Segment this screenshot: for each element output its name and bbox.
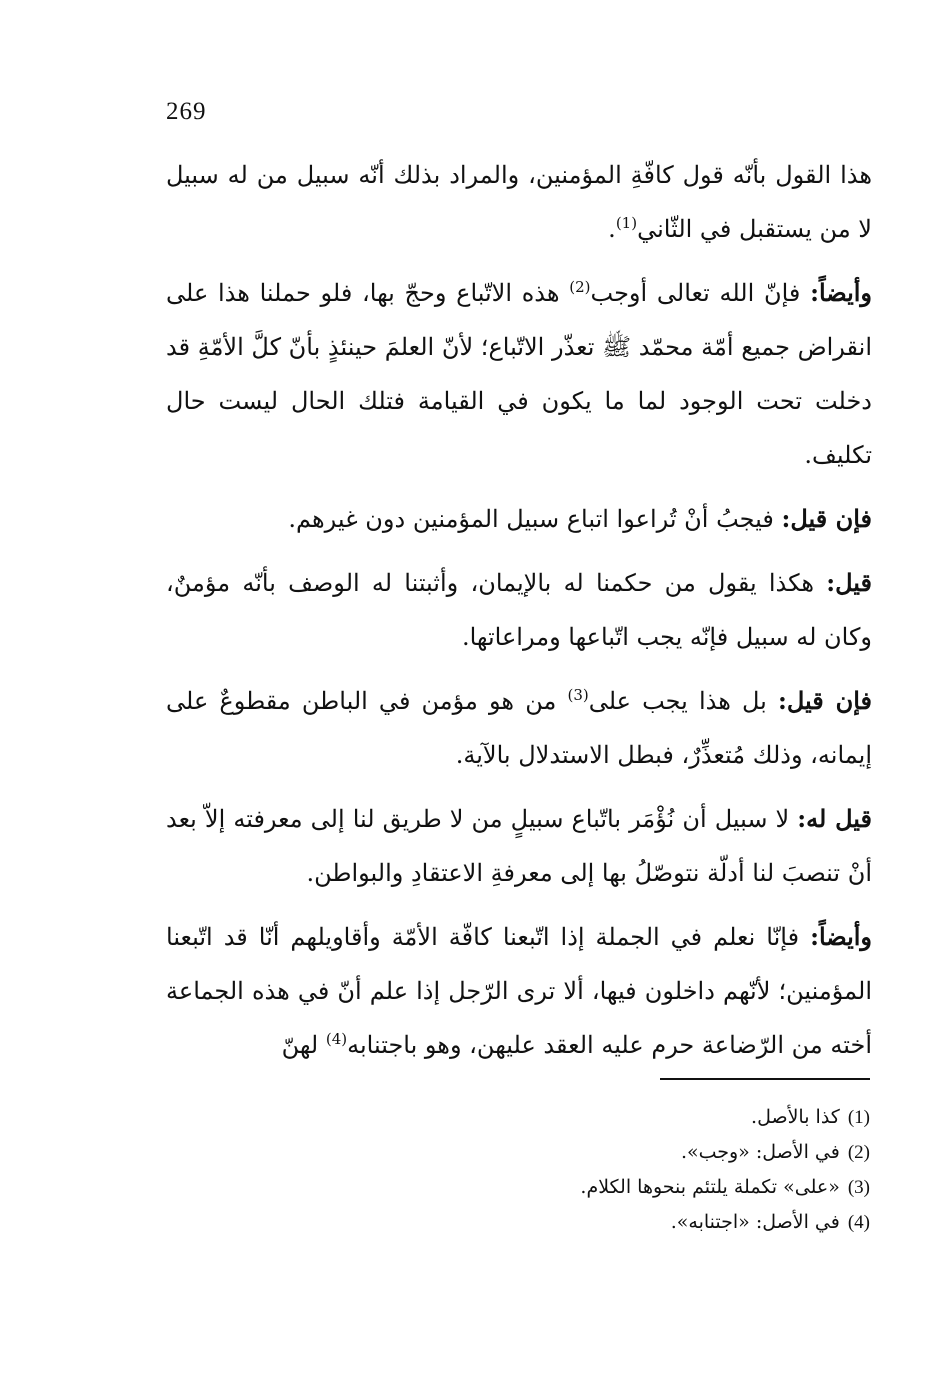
- footnote-text: «على» تكملة يلتئم بنحوها الكلام.: [580, 1176, 840, 1198]
- footnote-text: في الأصل: «اجتنابه».: [670, 1211, 840, 1233]
- paragraph-text: هكذا يقول من حكمنا له بالإيمان، وأثبتنا له الوصف بأنّه مؤمنٌ، وكان له سبيل فإنّه يجب اتّباعها ومراعاتها.: [166, 569, 872, 651]
- paragraph-text: لهنّ: [281, 1031, 326, 1059]
- paragraph: [166, 266, 872, 482]
- footnote-item: [164, 1135, 870, 1170]
- footnotes: [164, 1100, 870, 1240]
- page-number: 269: [166, 98, 207, 125]
- footnote-item: [164, 1170, 870, 1205]
- paragraph-text: من هو مؤمن في الباطن مقطوعٌ على إيمانه، وذلك مُتعذِّرٌ، فبطل الاستدلال بالآية.: [166, 687, 872, 769]
- paragraph-lead: قيل:: [826, 568, 872, 597]
- paragraph: [166, 674, 872, 782]
- paragraph-text: فإنّ الله تعالى أوجب: [590, 279, 811, 307]
- paragraph-lead: وأيضاً:: [810, 278, 872, 307]
- footnote-reference: (3): [567, 686, 589, 704]
- paragraph-text: فيجبُ أنْ تُراعوا اتباع سبيل المؤمنين دون غيرهم.: [288, 505, 782, 533]
- footnote-reference: (2): [569, 278, 591, 296]
- paragraph-text: هذه الاتّباع وحجّ بها، فلو حملنا هذا على انقراض جميع أمّة محمّد ﷺ تعذّر الاتّباع؛ لأنّ العلمَ حينئذٍ بأنّ كلَّ الأمّةِ قد دخلت تحت الوجود لما ما يكون في القيامة فتلك الحال ليست حال تكليف.: [166, 279, 872, 469]
- footnote-text: في الأصل: «وجب».: [680, 1141, 840, 1163]
- paragraph-text: .: [608, 215, 616, 243]
- footnote-marker: (4): [847, 1212, 870, 1233]
- footnote-text: كذا بالأصل.: [751, 1106, 840, 1128]
- paragraph-lead: وأيضاً:: [810, 922, 872, 951]
- footnote-reference: (1): [615, 214, 638, 232]
- footnote-item: [164, 1100, 870, 1135]
- paragraph-text: فإنّا نعلم في الجملة إذا اتّبعنا كافّة الأمّة وأقاويلهم أنّا قد اتّبعنا المؤمنين؛ لأنّهم داخلون فيها، ألا ترى الرّجل إذا علم أنّ في هذه الجماعة أخته من الرّضاعة حرم عليه العقد عليهن، وهو باجتنابه: [166, 923, 872, 1059]
- main-text: [166, 148, 872, 1082]
- paragraph-text: بل هذا يجب على: [588, 687, 778, 715]
- footnote-marker: (2): [847, 1142, 870, 1163]
- paragraph-text: لا سبيل أن نُؤْمَر باتّباع سبيلٍ من لا طريق لنا إلى معرفته إلاّ بعد أنْ تنصبَ لنا أدلّة نتوصّلُ بها إلى معرفةِ الاعتقادِ والبواطن.: [166, 805, 872, 887]
- paragraph-lead: قيل له:: [797, 804, 872, 833]
- footnote-marker: (3): [847, 1177, 870, 1198]
- paragraph: [166, 910, 872, 1072]
- paragraph-lead: فإن قيل:: [781, 504, 872, 533]
- paragraph: [166, 148, 872, 256]
- footnote-item: [164, 1205, 870, 1240]
- paragraph: [166, 556, 872, 664]
- footnote-divider: [660, 1078, 870, 1080]
- paragraph: [166, 792, 872, 900]
- footnote-marker: (1): [847, 1107, 870, 1128]
- footnote-reference: (4): [325, 1030, 348, 1048]
- paragraph-text: هذا القول بأنّه قول كافّةِ المؤمنين، والمراد بذلك أنّه سبيل من له سبيل لا من يستقبل في الثّاني: [166, 161, 872, 243]
- paragraph: [166, 492, 872, 546]
- paragraph-lead: فإن قيل:: [777, 686, 872, 715]
